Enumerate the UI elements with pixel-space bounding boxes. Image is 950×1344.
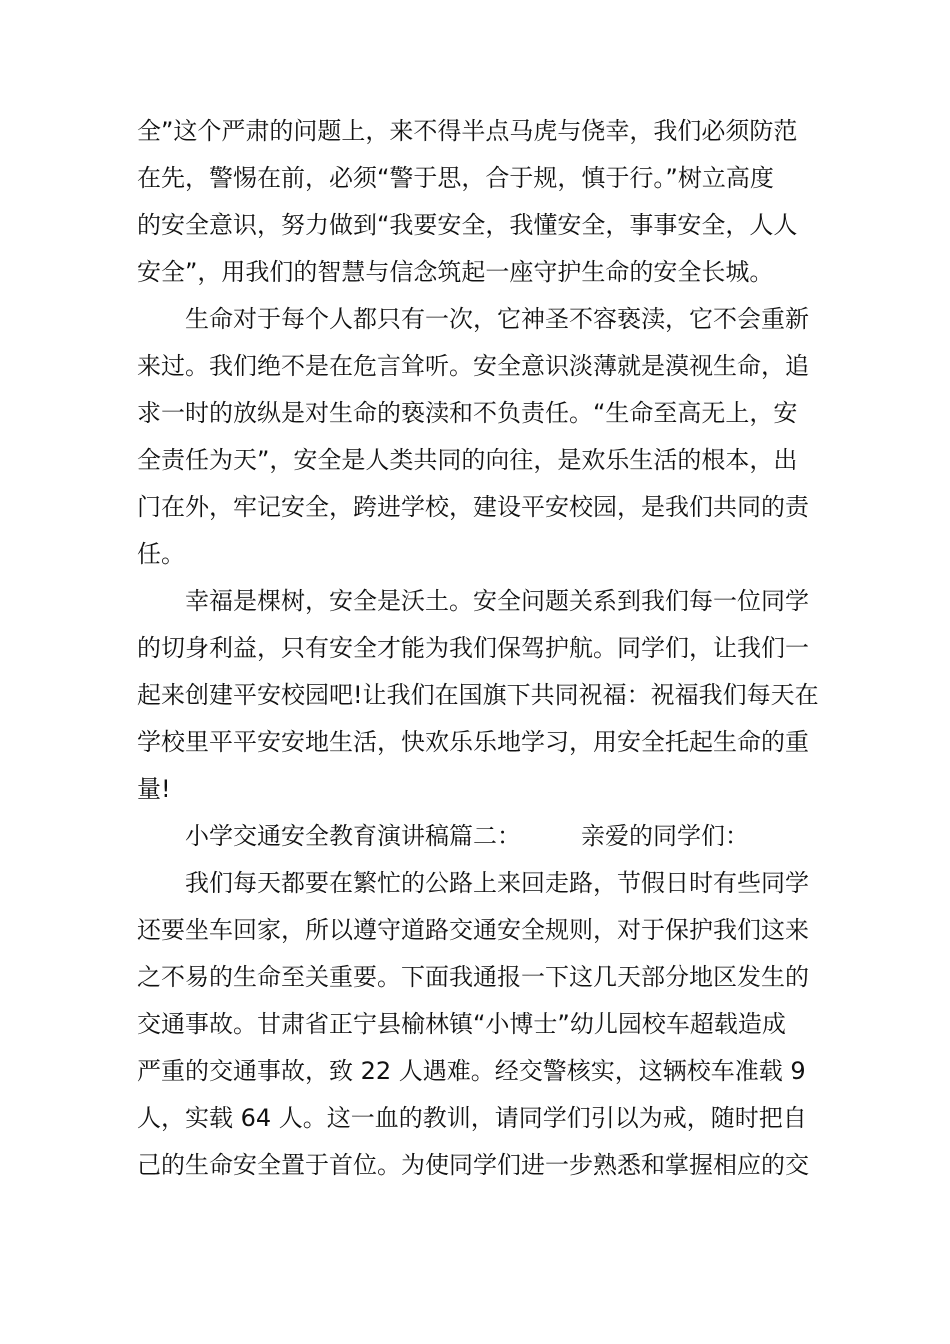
text-line: 安全”，用我们的智慧与信念筑起一座守护生命的安全长城。 [137,258,774,286]
heading-line [137,813,817,860]
text-line: 我们每天都要在繁忙的公路上来回走路，节假日时有些同学 [185,869,809,897]
paragraph-4 [137,860,817,1189]
text-line: 的切身利益，只有安全才能为我们保驾护航。同学们，让我们一 [137,634,809,662]
text-line: 起来创建平安校园吧!让我们在国旗下共同祝福：祝福我们每天在 [137,681,819,709]
text-line: 学校里平平安安地生活，快欢乐乐地学习，用安全托起生命的重 [137,728,809,756]
document-body [137,108,817,1189]
text-line: 来过。我们绝不是在危言耸听。安全意识淡薄就是漠视生命，追 [137,352,809,380]
paragraph-2 [137,296,817,578]
text-line: 门在外，牢记安全，跨进学校，建设平安校园，是我们共同的责 [137,493,809,521]
text-line: 严重的交通事故，致 22 人遇难。经交警核实，这辆校车准载 9 [137,1057,806,1085]
section-title: 小学交通安全教育演讲稿篇二： [185,822,521,850]
text-line: 的安全意识，努力做到“我要安全，我懂安全，事事安全，人人 [137,211,798,239]
text-line: 生命对于每个人都只有一次，它神圣不容亵渎，它不会重新 [185,305,809,333]
text-line: 量! [137,775,171,803]
text-line: 己的生命安全置于首位。为使同学们进一步熟悉和掌握相应的交 [137,1151,809,1179]
greeting: 亲爱的同学们： [581,822,749,850]
text-line: 交通事故。甘肃省正宁县榆林镇“小博士”幼儿园校车超载造成 [137,1010,786,1038]
text-line: 人，实载 64 人。这一血的教训，请同学们引以为戒，随时把自 [137,1104,807,1132]
text-line: 全”这个严肃的问题上，来不得半点马虎与侥幸，我们必须防范 [137,117,798,145]
text-line: 还要坐车回家，所以遵守道路交通安全规则，对于保护我们这来 [137,916,809,944]
text-line: 之不易的生命至关重要。下面我通报一下这几天部分地区发生的 [137,963,809,991]
text-line: 在先，警惕在前，必须“警于思，合于规，慎于行。”树立高度 [137,164,774,192]
paragraph-1 [137,108,817,296]
text-line: 全责任为天”，安全是人类共同的向往，是欢乐生活的根本，出 [137,446,798,474]
text-line: 任。 [137,540,185,568]
text-line: 求一时的放纵是对生命的亵渎和不负责任。“生命至高无上，安 [137,399,798,427]
section-heading [137,813,817,860]
paragraph-3 [137,578,817,813]
text-line: 幸福是棵树，安全是沃土。安全问题关系到我们每一位同学 [185,587,809,615]
